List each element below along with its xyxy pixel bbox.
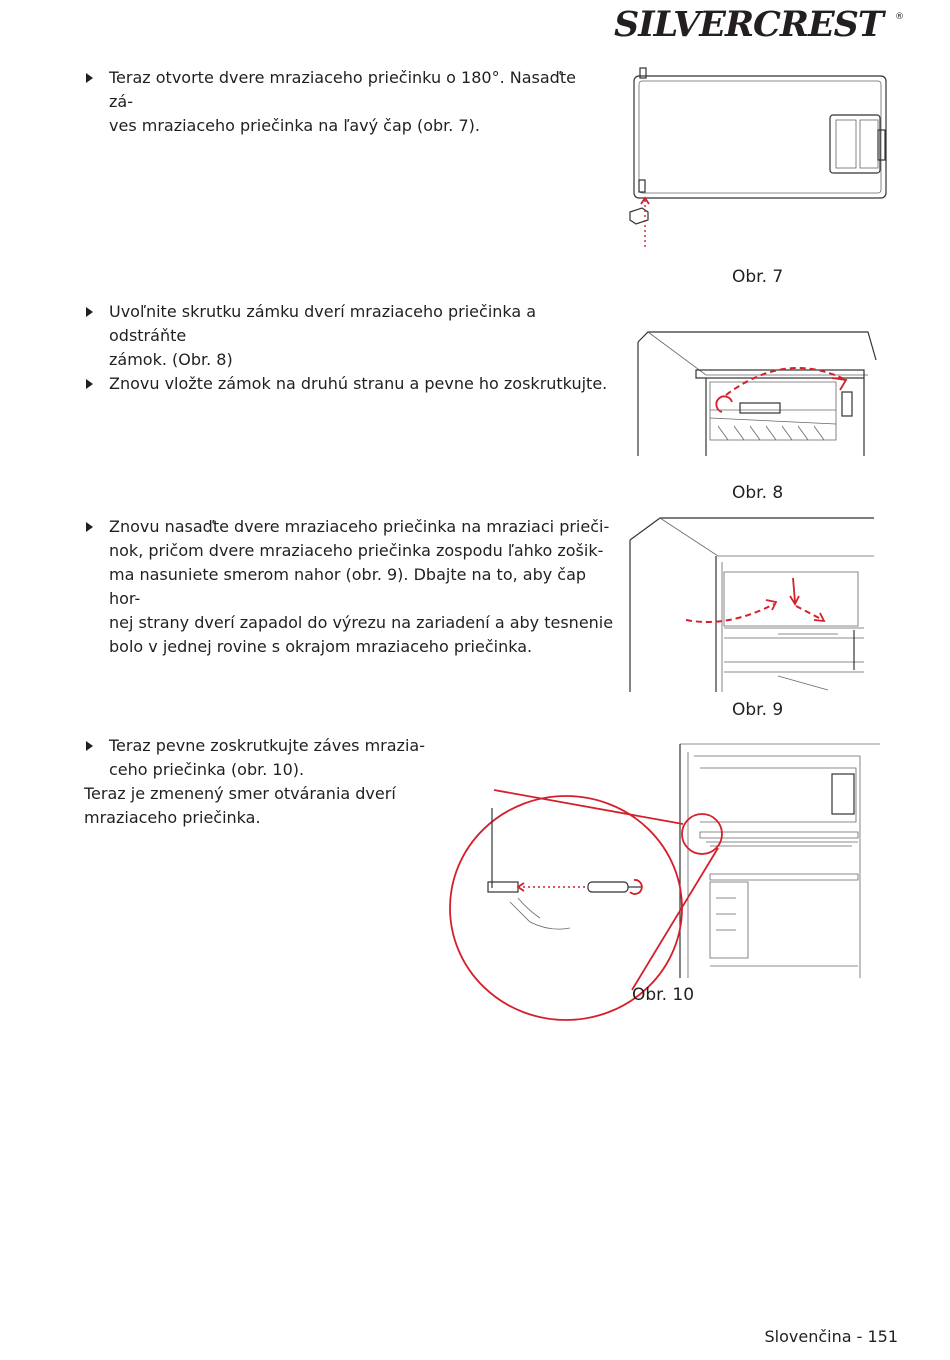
note-text: Teraz je zmenený smer otvárania dverí mraziaceho priečinka. — [84, 784, 396, 827]
figure-8-illustration — [636, 330, 880, 460]
silvercrest-logo — [614, 4, 904, 54]
figure-9-illustration — [628, 516, 880, 694]
bullet-item: Teraz pevne zoskrutkujte záves mrazia- ceho priečinka (obr. 10). — [84, 734, 444, 782]
bullet-item: Uvoľnite skrutku zámku dverí mraziaceho priečinka a odstráňte zámok. (Obr. 8) — [84, 300, 614, 372]
instruction-step-4 — [84, 734, 444, 830]
instruction-step-3 — [84, 515, 614, 659]
instruction-step-2 — [84, 300, 614, 396]
figure-10-caption: Obr. 10 — [632, 985, 695, 1005]
figure-8-caption: Obr. 8 — [732, 483, 784, 503]
page-number: Slovenčina - 151 — [764, 1327, 898, 1346]
figure-10-illustration — [448, 738, 880, 998]
figure-7-illustration — [620, 60, 900, 255]
figure-7-caption: Obr. 7 — [732, 267, 784, 287]
instruction-step-1 — [84, 66, 604, 138]
bullet-item: Znovu vložte zámok na druhú stranu a pevne ho zoskrutkujte. — [84, 372, 614, 396]
bullet-item: Teraz otvorte dvere mraziaceho priečinku o 180°. Nasaďte zá- ves mraziaceho priečinka na ľavý čap (obr. 7). — [84, 66, 604, 138]
figure-9-caption: Obr. 9 — [732, 700, 784, 720]
bullet-item: Znovu nasaďte dvere mraziaceho priečinka na mraziaci prieči- nok, pričom dvere mraziaceho priečinka zospodu ľahko zošik- ma nasuniete smerom nahor (obr. 9). Dbajte na to, aby čap hor- nej strany dverí zapadol do výrezu na zariadení a aby tesnenie bolo v jednej rovine s okrajom mraziaceho priečinka. — [84, 515, 614, 659]
logo-text: SILVERCREST — [614, 4, 883, 45]
registered-mark: ® — [895, 12, 904, 22]
